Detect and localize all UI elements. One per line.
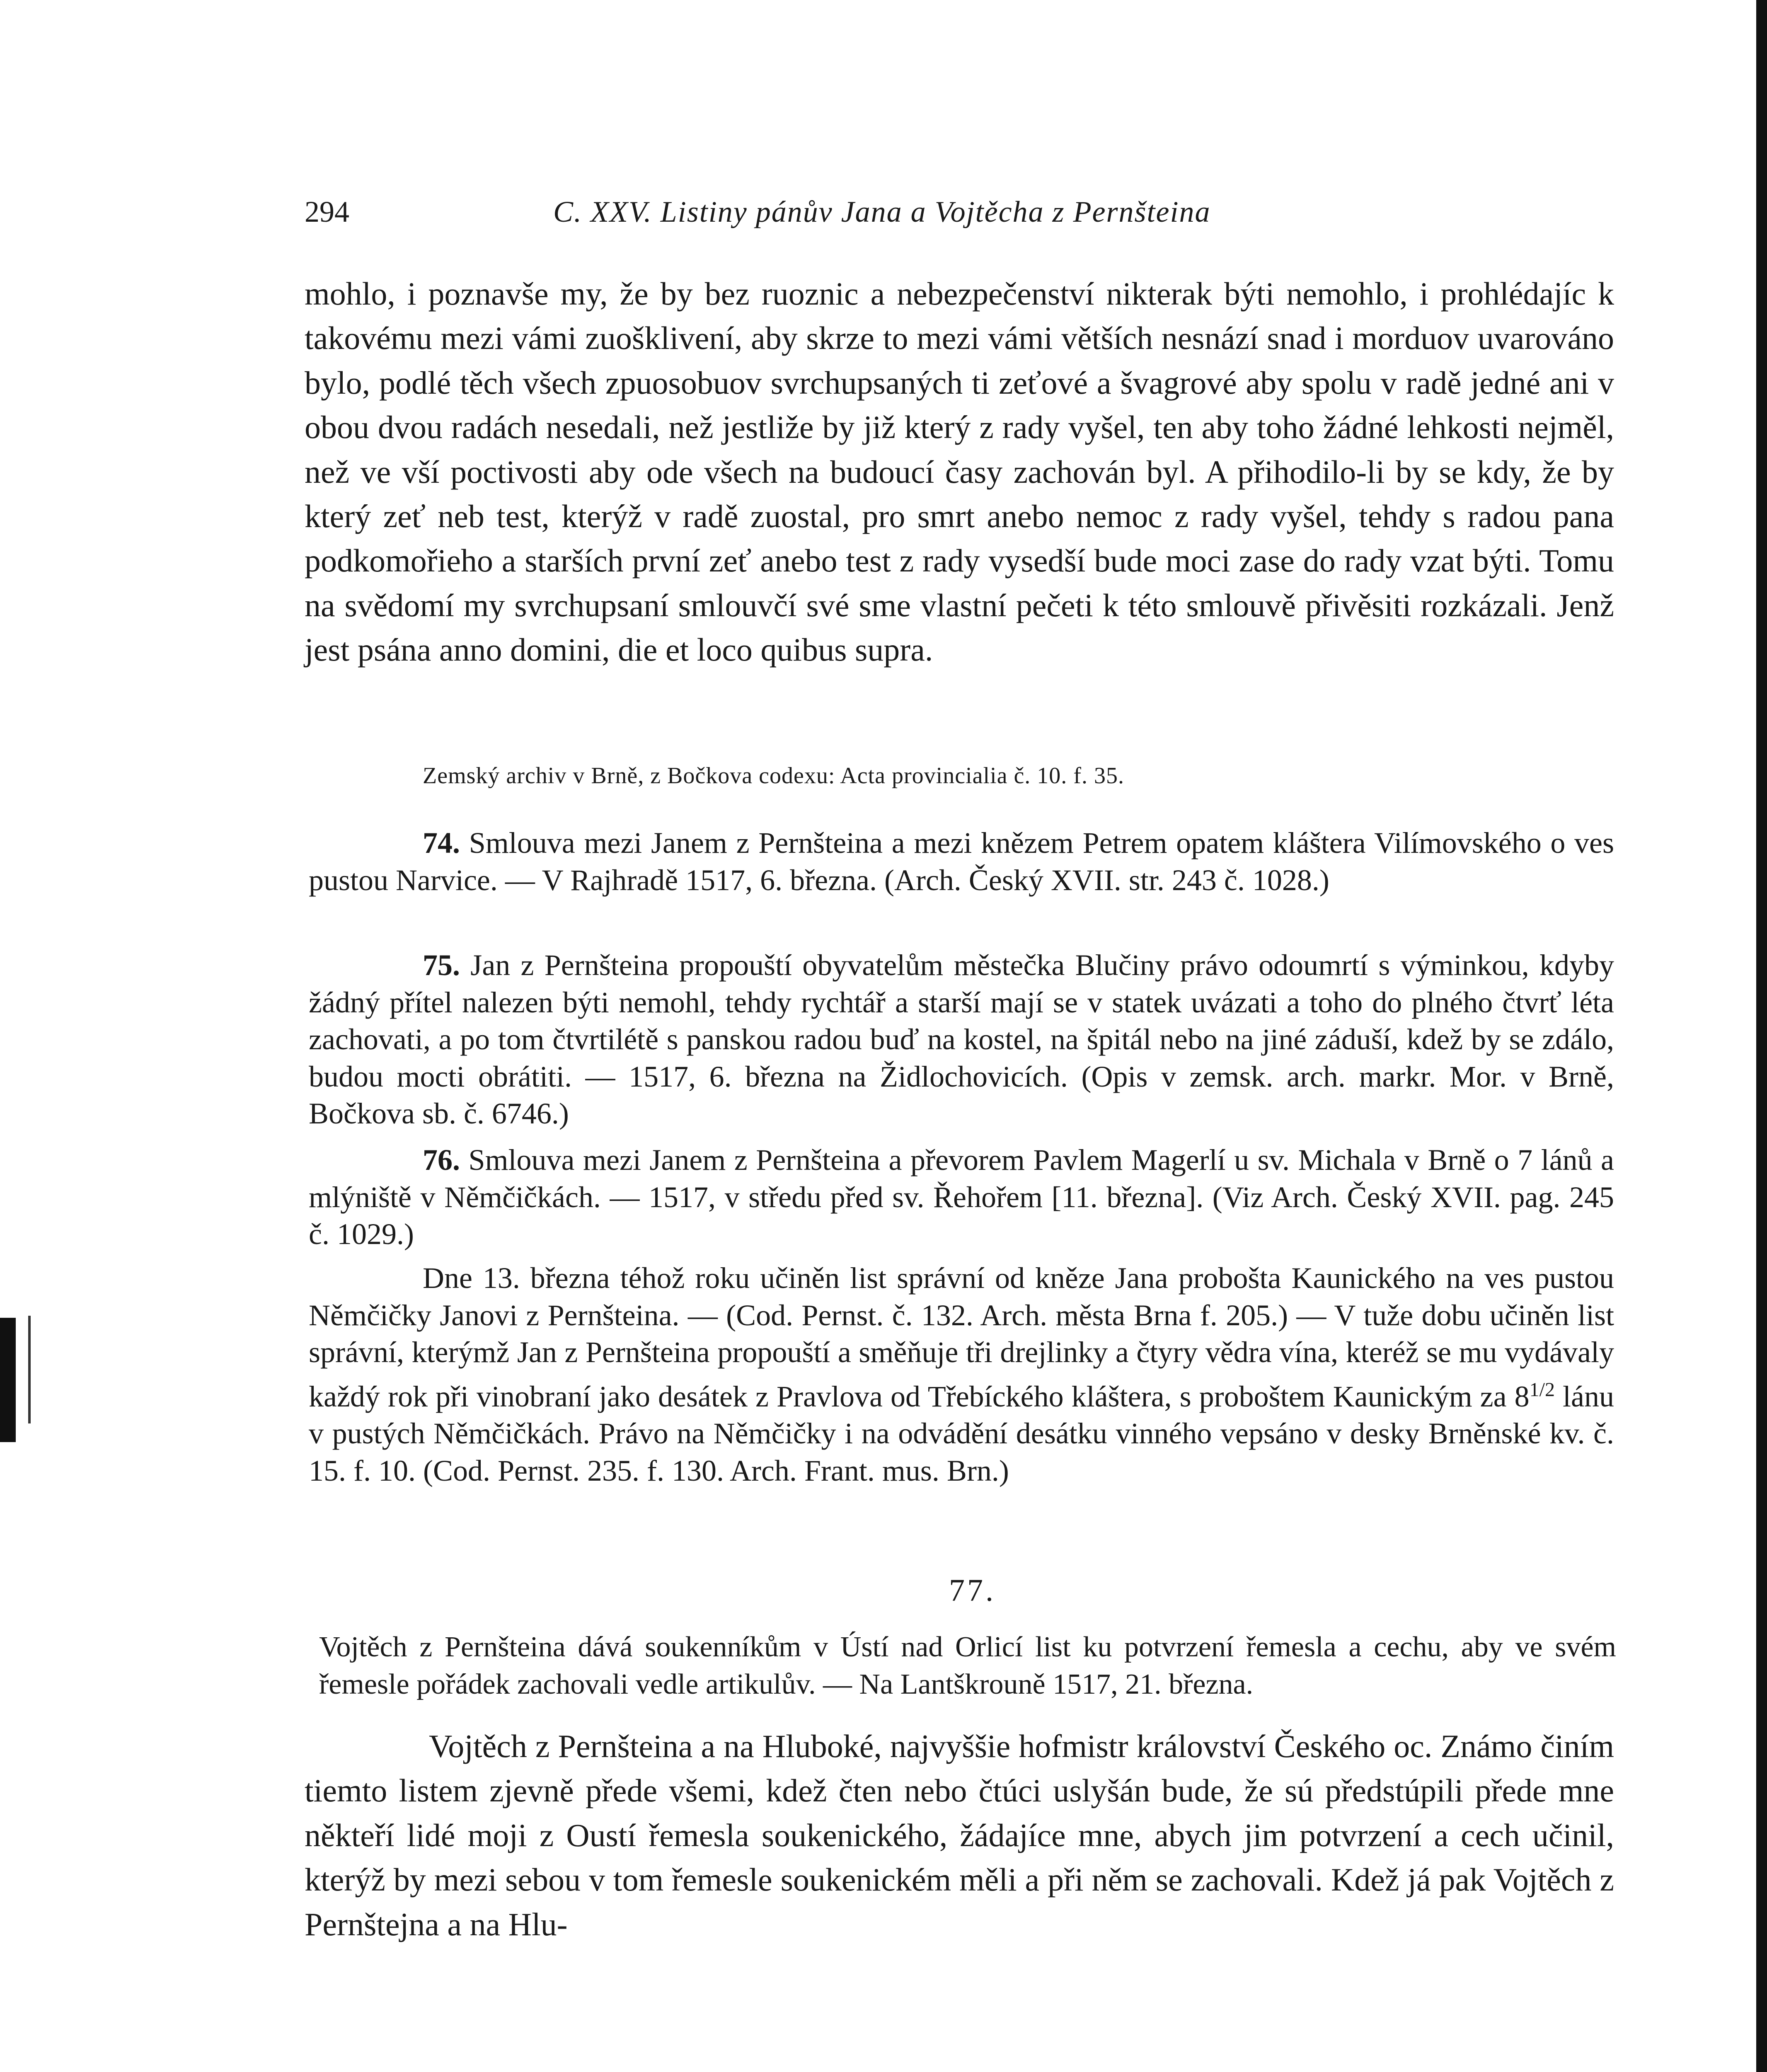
- scan-border-right: [1756, 0, 1767, 2072]
- document-regest: Vojtěch z Pernšteina dává soukenníkům v Ústí nad Orlicí list ku potvrzení řemesla a cechu, aby ve svém řemesle pořádek zachovali vedle artikulův. — Na Lantškrouně 1517, 21. března.: [319, 1631, 1616, 1700]
- document-number: 77.: [949, 1573, 996, 1608]
- continuation-paragraph: mohlo, i poznavše my, že by bez ruoznic a nebezpečenství nikterak býti nemohlo, i prohlédajíc k takovému mezi vámi zuošklivení, aby skrze to mezi vámi větších nesnází snad i morduov uvarováno bylo, podlé těch všech zpuosobuov svrchupsaných ti zeťové a švagrové aby spolu v radě jedné ani v obou dvou radách nesedali, než jestliže by již který z rady vyšel, ten aby toho žádné lehkosti nejměl, než ve vší poctivosti aby ode všech na budoucí časy zachován byl. A přihodilo-li by se kdy, že by který zeť neb test, kterýž v radě zuostal, pro smrt anebo nemoc z rady vyšel, tehdy s radou pana podkomořieho a starších první zeť anebo test z rady vysedší bude moci zase do rady vzat býti. Tomu na svědomí my svrchupsaní smlouvčí své sme vlastní pečeti k této smlouvě přivěsiti rozkázali. Jenž jest psána anno domini, die et loco quibus supra.: [305, 276, 1614, 668]
- entry-74: [309, 825, 1614, 899]
- entry-text: Smlouva mezi Janem z Pernšteina a mezi knězem Petrem opatem kláštera Vilímovského o ves pustou Narvice. — V Rajhradě 1517, 6. března. (Arch. Český XVII. str. 243 č. 1028.): [309, 826, 1615, 897]
- page-header: [305, 195, 1336, 240]
- entry-number: 74.: [423, 826, 460, 859]
- entry-number: 75.: [423, 949, 460, 982]
- scan-binding-mark: [0, 1318, 16, 1442]
- running-head: C. XXV. Listiny pánův Jana a Vojtěcha z Pernšteina: [553, 195, 1211, 228]
- entry-76: [309, 1142, 1614, 1253]
- entry-text: Smlouva mezi Janem z Pernšteina a převorem Pavlem Magerlí u sv. Michala v Brně o 7 lánů a mlýniště v Němčičkách. — 1517, v středu před sv. Řehořem [11. března]. (Viz Arch. Český XVII. pag. 245 č. 1029.): [309, 1143, 1614, 1251]
- editorial-note: [309, 1260, 1614, 1489]
- page-number: 294: [305, 195, 349, 228]
- note-text-after: lánu v pustých Němčičkách. Právo na Němčičky i na odvádění desátku vinného vepsáno v desky Brněnské kv. č. 15. f. 10. (Cod. Pernst. 235. f. 130. Arch. Frant. mus. Brn.): [309, 1380, 1615, 1487]
- document-body: Vojtěch z Pernšteina a na Hluboké, najvyššie hofmistr království Českého oc. Známo činím tiemto listem zjevně přede všemi, kdež čten nebo čtúci uslyšán bude, že sú předstúpili přede mne někteří lidé moji z Oustí řemesla soukenického, žádajíce mne, abych jim potvrzení a cech učinil, kterýž by mezi sebou v tom řemesle soukenickém měli a při něm se zachovali. Kdež já pak Vojtěch z Pernštejna a na Hlu-: [305, 1728, 1614, 1942]
- note-text-before: Dne 13. března téhož roku učiněn list správní od kněze Jana probošta Kaunického na ves pustou Němčičky Janovi z Pernšteina. — (Cod. Pernst. č. 132. Arch. města Brna f. 205.) — V tuže dobu učiněn list správní, kterýmž Jan z Pernšteina propouští a směňuje tři drejlinky a čtyry vědra vína, kteréž se mu vydávaly každý rok při vinobraní jako desátek z Pravlova od Třebíckého kláštera, s proboštem Kaunickým za 8: [309, 1261, 1614, 1413]
- source-citation: Zemský archiv v Brně, z Bočkova codexu: Acta provincialia č. 10. f. 35.: [423, 763, 1124, 789]
- note-fraction: 1/2: [1529, 1378, 1555, 1401]
- entry-75: [309, 947, 1614, 1133]
- entry-number: 76.: [423, 1143, 460, 1176]
- entry-text: Jan z Pernšteina propouští obyvatelům městečka Blučiny právo odoumrtí s výminkou, kdyby žádný přítel nalezen býti nemohl, tehdy rychtář a starší mají se v statek uvázati a toho do plného čtvrť léta zachovati, a po tom čtvrtilétě s panskou radou buď na kostel, na špitál nebo na jiné záduší, kdež by se zdálo, budou mocti obrátiti. — 1517, 6. března na Židlochovicích. (Opis v zemsk. arch. markr. Mor. v Brně, Bočkova sb. č. 6746.): [309, 949, 1615, 1130]
- scan-binding-line: [28, 1316, 31, 1423]
